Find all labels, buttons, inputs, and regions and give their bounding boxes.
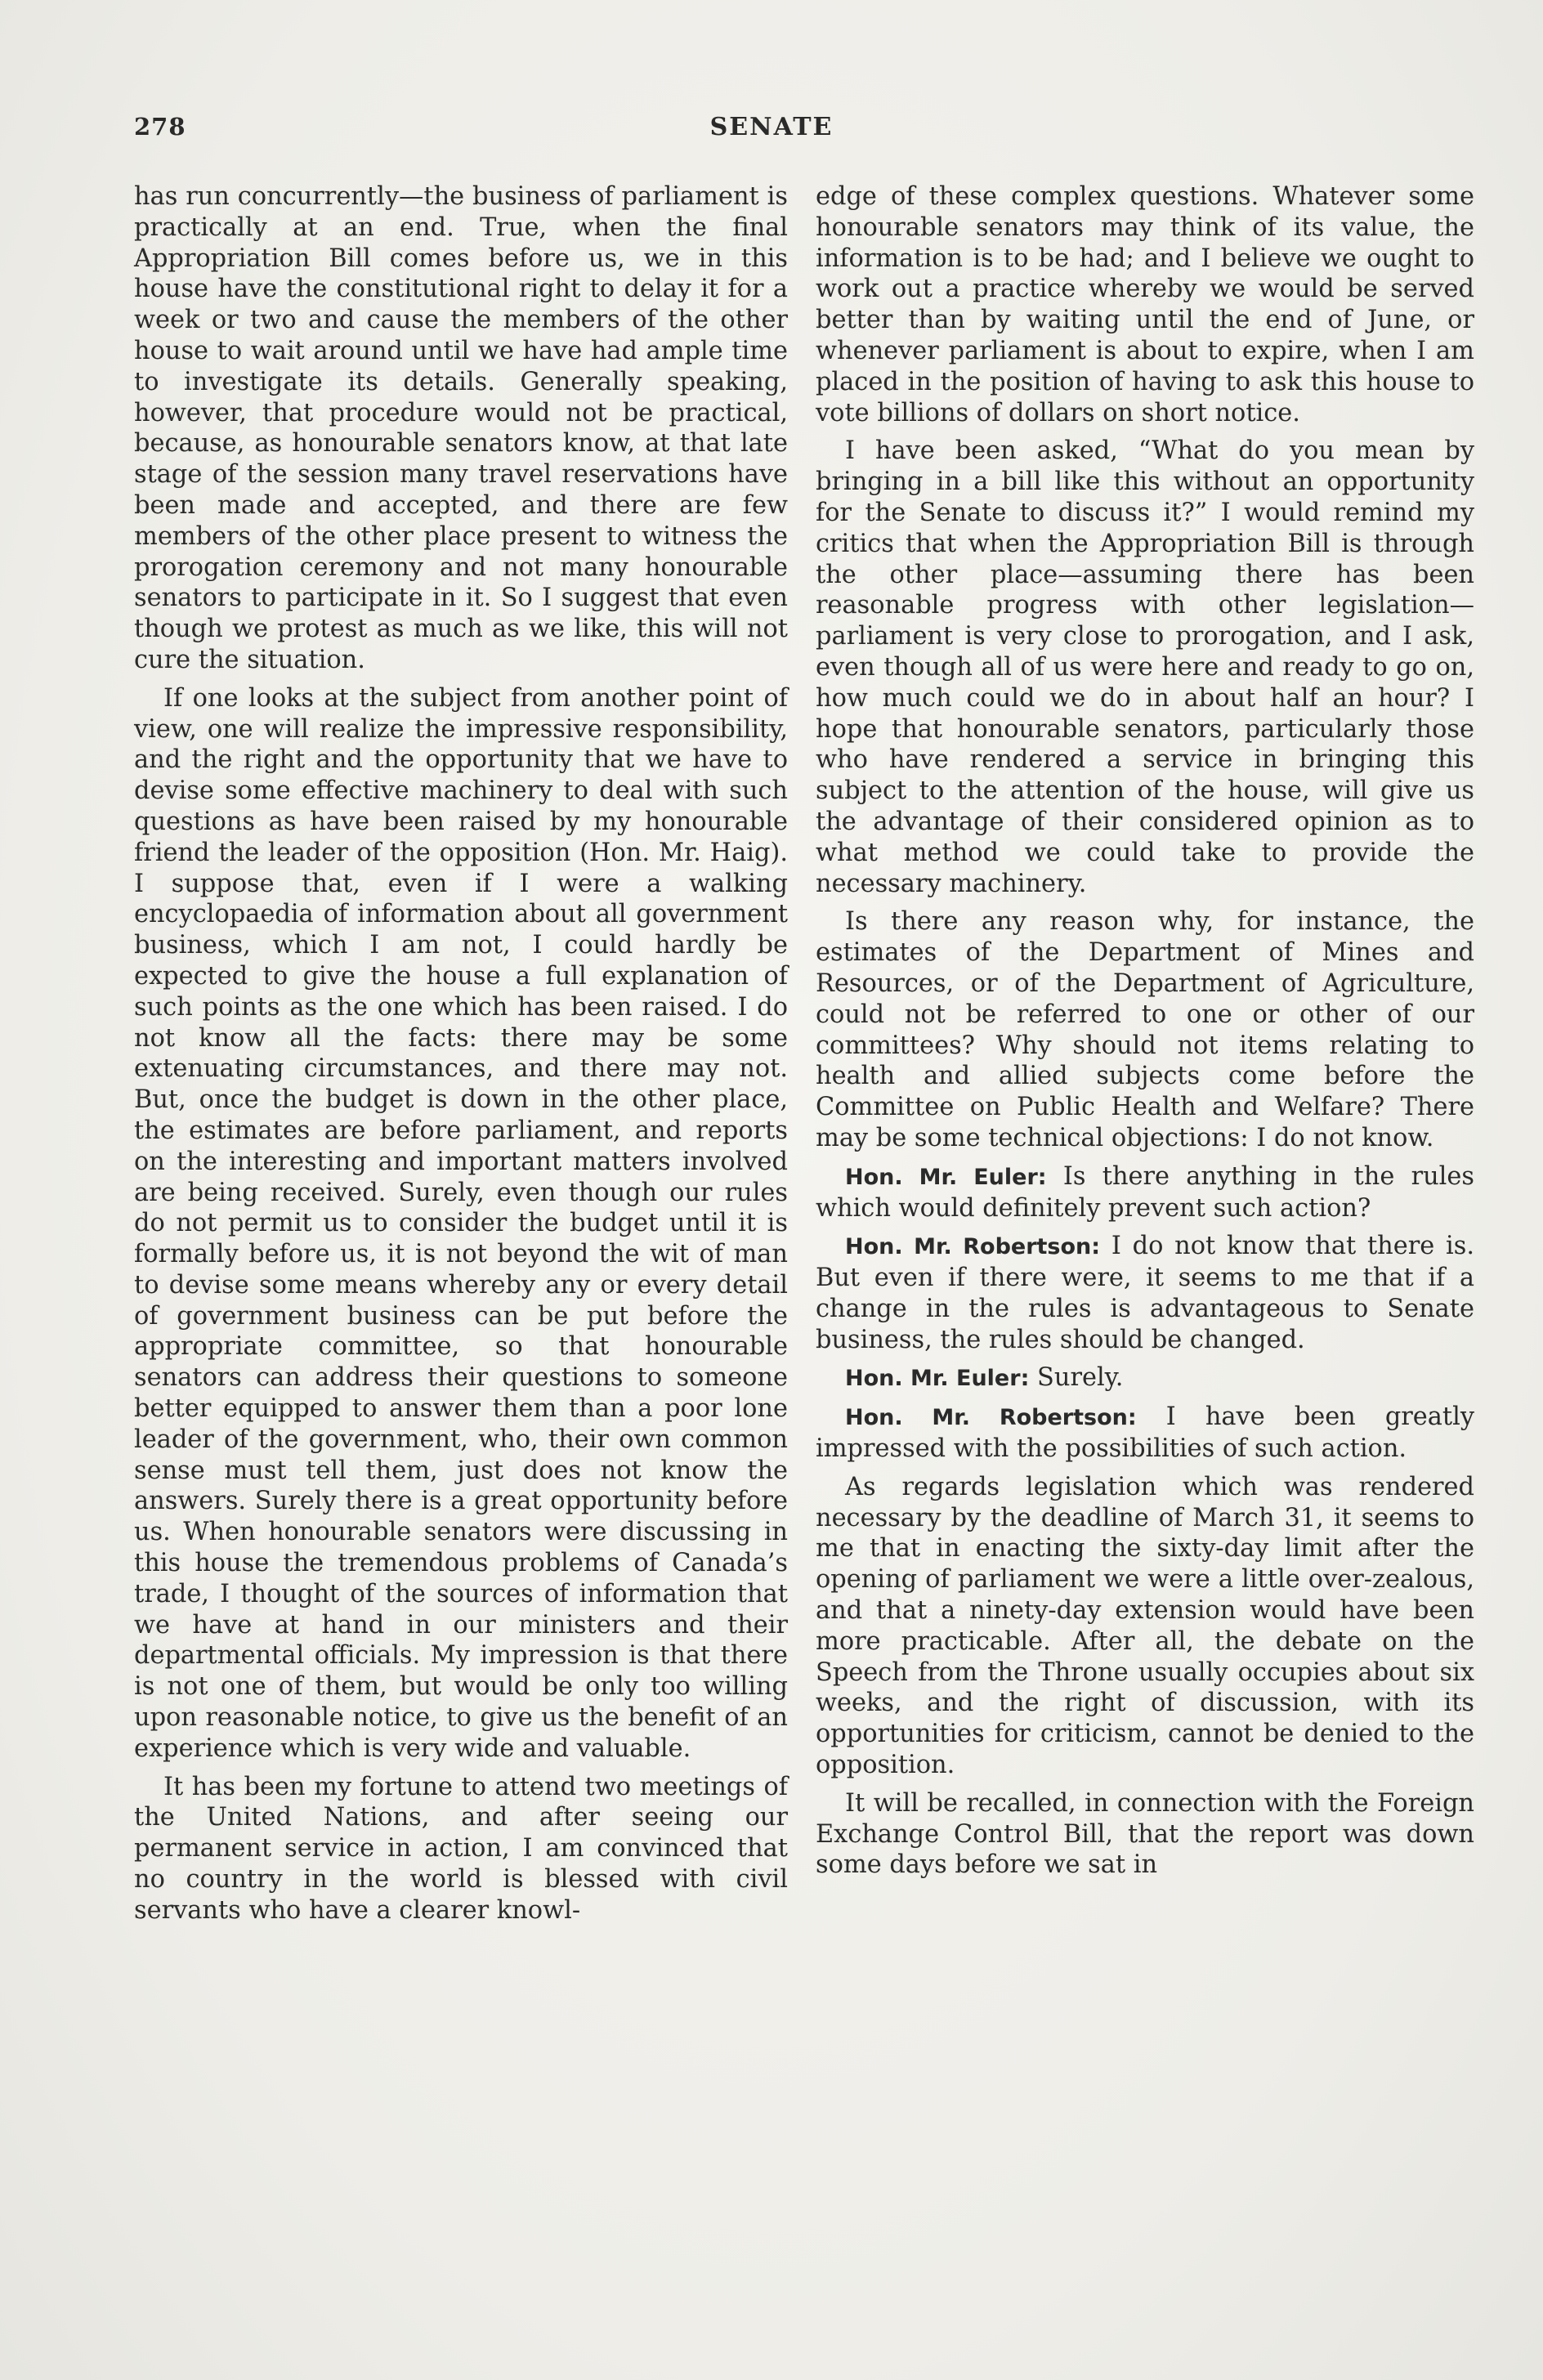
paragraph: It will be recalled, in connection with the Foreign Exchange Control Bill, that the report was down some days before we sat in xyxy=(816,1788,1474,1880)
speech-text: I have been greatly impressed with the possibilities of such action. xyxy=(816,1402,1475,1464)
speaker-name: Hon. Mr. Robertson: xyxy=(845,1405,1137,1431)
speaker-name: Hon. Mr. Euler: xyxy=(845,1366,1030,1392)
paragraph: Is there any reason why, for instance, the estimates of the Department of Mines and Resources, or of the Department of Agriculture, could not be referred to one or other of our committees? Why should not items relating to health and allied subjects come before the Committee on Public Health and Welfare? There may be some technical objections: I do not know. xyxy=(816,907,1474,1152)
page-number: 278 xyxy=(134,113,186,141)
page-header xyxy=(0,113,1543,154)
speech-euler-2 xyxy=(816,1362,1474,1394)
paragraph: As regards legislation which was rendered necessary by the deadline of March 31, it seems to me that in enacting the sixty-day limit after the opening of parliament we were a little over-zealous, and that a ninety-day extension would have been more practicable. After all, the debate on the Speech from the Throne usually occupies about six weeks, and the right of discussion, with its opportunities for criticism, cannot be denied to the opposition. xyxy=(816,1472,1474,1780)
speech-text: I do not know that there is. But even if there were, it seems to me that if a change in the rules is advantageous to Senate business, the rules should be changed. xyxy=(816,1232,1474,1354)
paragraph: has run concurrently—the business of parliament is practically at an end. True, when the final Appropriation Bill comes before us, we in this house have the constitutional right to delay it for a week or two and cause the members of the other house to wait around until we have had ample time to investigate its details. Generally speaking, however, that procedure would not be practical, because, as honourable senators know, at that late stage of the session many travel reservations have been made and accepted, and there are few members of the other place present to witness the prorogation ceremony and not many honourable senators to participate in it. So I suggest that even though we protest as much as we like, this will not cure the situation. xyxy=(134,182,788,674)
speech-robertson-1 xyxy=(816,1231,1474,1355)
speech-euler-1 xyxy=(816,1161,1474,1224)
left-column xyxy=(134,181,788,1934)
paragraph: It has been my fortune to attend two meetings of the United Nations, and after seeing our permanent service in action, I am convinced that no country in the world is blessed with civil servants who have a clearer knowl- xyxy=(134,1772,788,1925)
speech-robertson-2 xyxy=(816,1402,1474,1465)
paragraph: I have been asked, “What do you mean by bringing in a bill like this without an opportunity for the Senate to discuss it?” I would remind my critics that when the Appropriation Bill is through the other place—assuming there has been reasonable progress with other legislation—parliament is very close to prorogation, and I ask, even though all of us were here and ready to go on, how much could we do in about half an hour? I hope that honourable senators, particularly those who have rendered a service in bringing this subject to the attention of the house, will give us the advantage of their considered opinion as to what method we could take to provide the necessary machinery. xyxy=(816,436,1474,898)
right-column xyxy=(816,181,1474,1888)
running-head: SENATE xyxy=(709,113,834,141)
speaker-name: Hon. Mr. Robertson: xyxy=(845,1234,1101,1260)
speech-text: Surely. xyxy=(1037,1363,1124,1393)
speaker-name: Hon. Mr. Euler: xyxy=(845,1164,1047,1190)
speech-text: Is there anything in the rules which would definitely prevent such action? xyxy=(816,1161,1474,1223)
paragraph: If one looks at the subject from another point of view, one will realize the impressive responsibility, and the right and the opportunity that we have to devise some effective machinery to deal with such questions as have been raised by my honourable friend the leader of the opposition (Hon. Mr. Haig). I suppose that, even if I were a walking encyclopaedia of information about all government business, which I am not, I could hardly be expected to give the house a full explanation of such points as the one which has been raised. I do not know all the facts: there may be some extenuating circumstances, and there may not. But, once the budget is down in the other place, the estimates are before parliament, and reports on the interesting and important matters involved are being received. Surely, even though our rules do not permit us to consider the budget until it is formally before us, it is not beyond the wit of man to devise some means whereby any or every detail of government business can be put before the appropriate committee, so that honourable senators can address their questions to someone better equipped to answer them than a poor lone leader of the government, who, their own common sense must tell them, just does not know the answers. Surely there is a great opportunity before us. When honourable senators were discussing in this house the tremendous problems of Canada’s trade, I thought of the sources of information that we have at hand in our ministers and their departmental officials. My impression is that there is not one of them, but would be only too willing upon reasonable notice, to give us the benefit of an experience which is very wide and valuable. xyxy=(134,683,788,1763)
paragraph: edge of these complex questions. Whatever some honourable senators may think of its value, the information is to be had; and I believe we ought to work out a practice whereby we would be served better than by waiting until the end of June, or whenever parliament is about to expire, when I am placed in the position of having to ask this house to vote billions of dollars on short notice. xyxy=(816,182,1474,427)
